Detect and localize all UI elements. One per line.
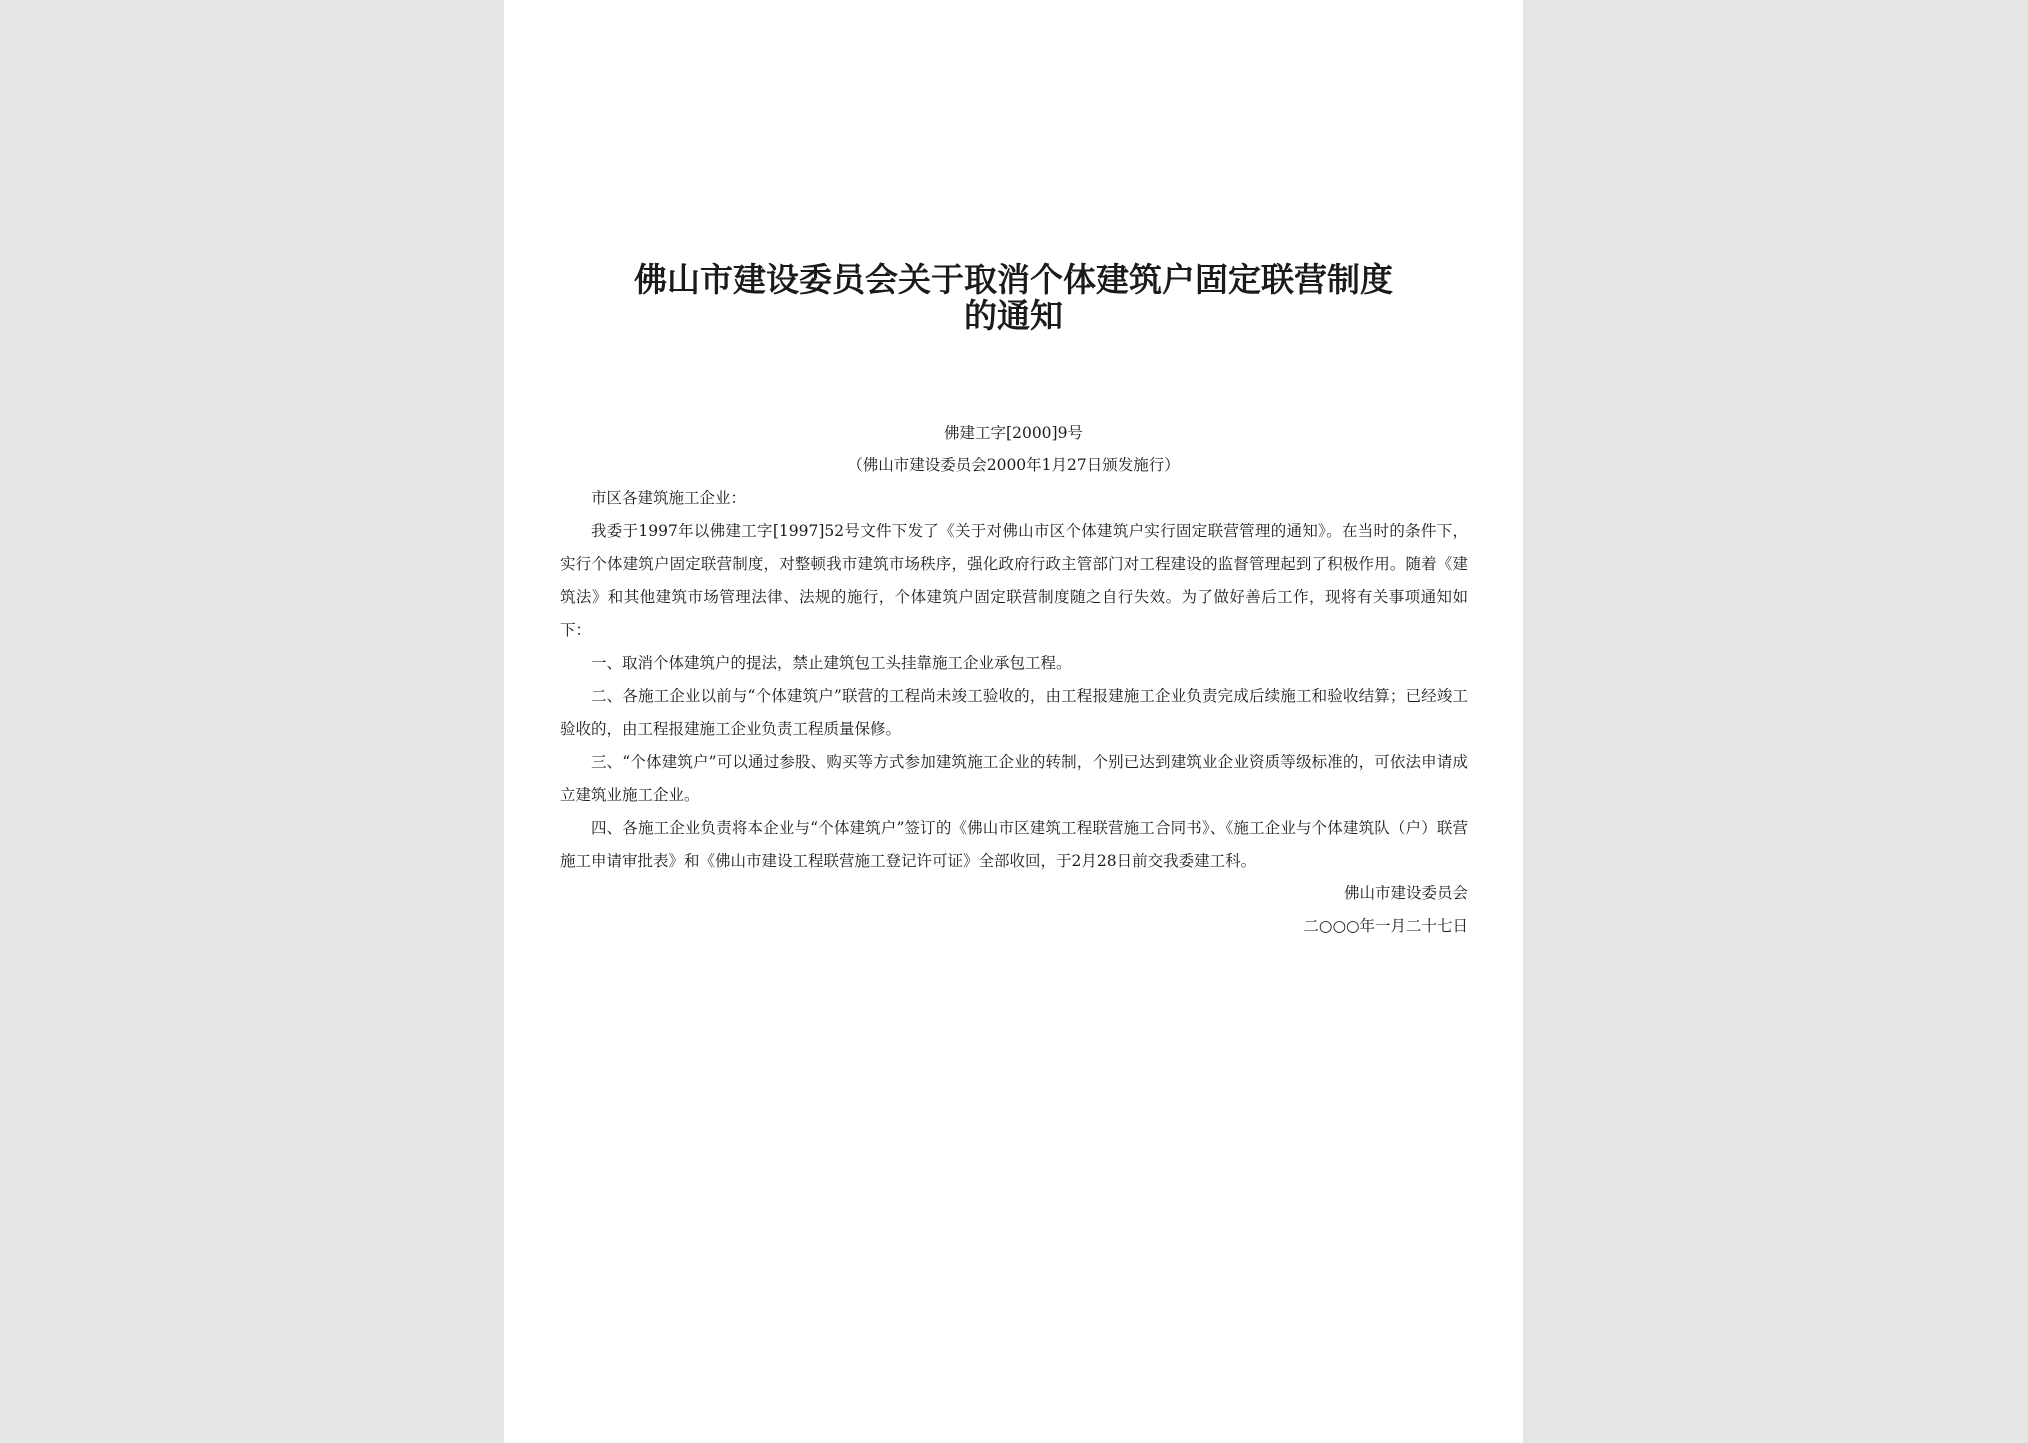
document-title — [504, 262, 1523, 334]
body-paragraphs — [560, 515, 1468, 878]
document-number: 佛建工字[2000]9号 — [944, 424, 1083, 442]
salutation — [560, 482, 1468, 515]
paragraph-item-4: 四、各施工企业负责将本企业与“个体建筑户”签订的《佛山市区建筑工程联营施工合同书》、《施工企业与个体建筑队（户）联营施工申请审批表》和《佛山市建设工程联营施工登记许可证》全部收回，于2月28日前交我委建工科。 — [560, 819, 1468, 870]
issued-note: （佛山市建设委员会2000年1月27日颁发施行） — [847, 456, 1180, 474]
signature-organization: 佛山市建设委员会 — [1343, 884, 1468, 902]
signature-date: 二○○○年一月二十七日 — [1303, 917, 1468, 935]
paragraph-item-2: 二、各施工企业以前与“个体建筑户”联营的工程尚未竣工验收的，由工程报建施工企业负责完成后续施工和验收结算；已经竣工验收的，由工程报建施工企业负责工程质量保修。 — [560, 687, 1468, 738]
paragraph-item-1: 一、取消个体建筑户的提法，禁止建筑包工头挂靠施工企业承包工程。 — [591, 654, 1072, 672]
salutation-text: 市区各建筑施工企业： — [591, 489, 747, 507]
title-line-2: 的通知 — [964, 296, 1063, 335]
title-line-1: 佛山市建设委员会关于取消个体建筑户固定联营制度 — [634, 260, 1393, 299]
document-page — [504, 0, 1523, 1443]
paragraph-item-3: 三、“个体建筑户”可以通过参股、购买等方式参加建筑施工企业的转制，个别已达到建筑业企业资质等级标准的，可依法申请成立建筑业施工企业。 — [560, 753, 1468, 804]
paragraph-intro: 我委于1997年以佛建工字[1997]52号文件下发了《关于对佛山市区个体建筑户实行固定联营管理的通知》。在当时的条件下，实行个体建筑户固定联营制度，对整顿我市建筑市场秩序，强化政府行政主管部门对工程建设的监督管理起到了积极作用。随着《建筑法》和其他建筑市场管理法律、法规的施行，个体建筑户固定联营制度随之自行失效。为了做好善后工作，现将有关事项通知如下： — [560, 522, 1468, 639]
